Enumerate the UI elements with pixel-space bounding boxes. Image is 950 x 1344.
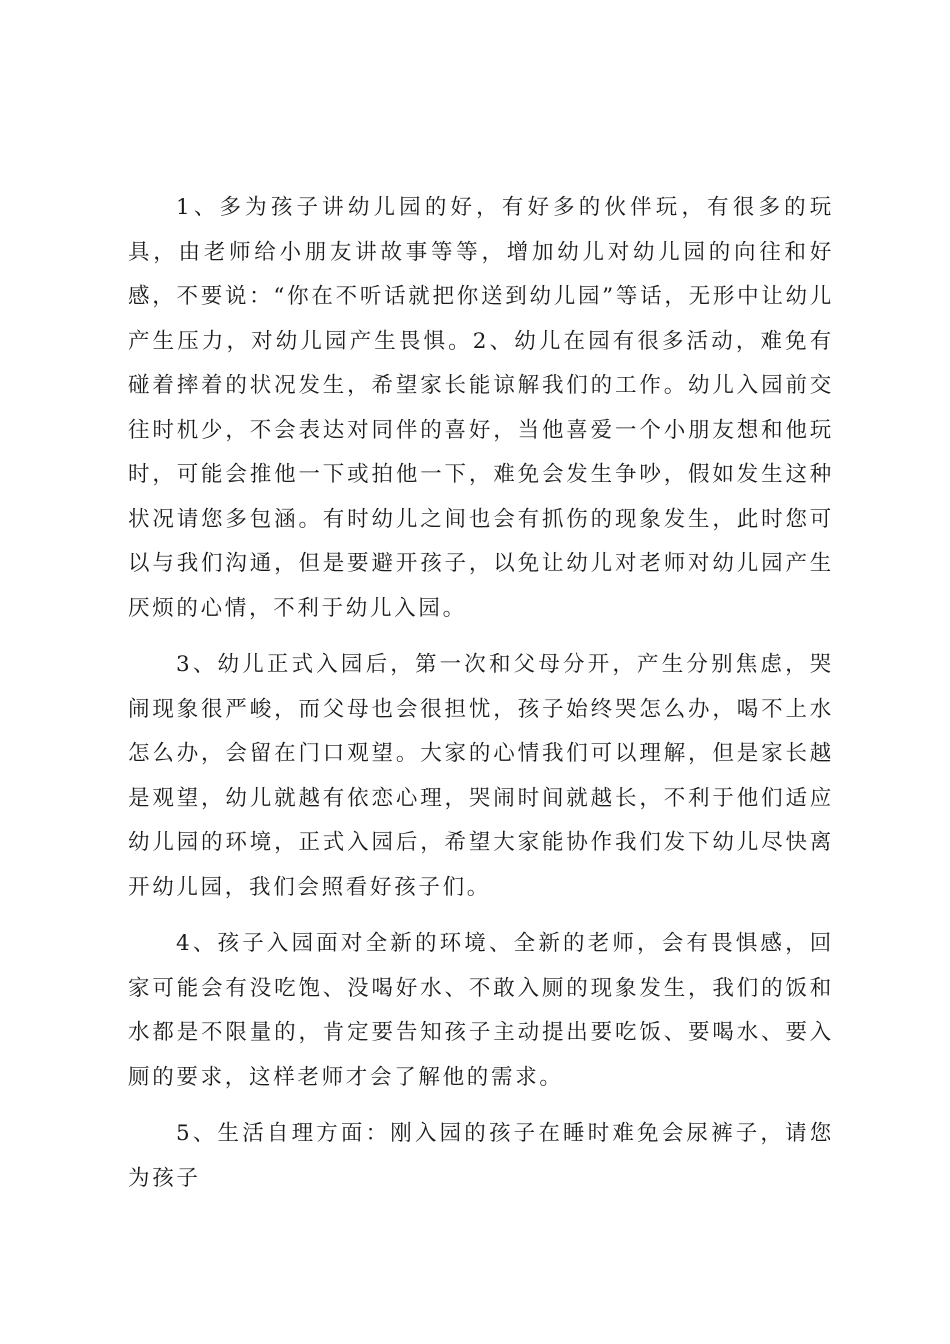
paragraph-5: 5、生活自理方面：刚入园的孩子在睡时难免会尿裤子，请您为孩子	[128, 1121, 834, 1191]
document-body	[128, 186, 834, 1213]
paragraph-1: 1、多为孩子讲幼儿园的好，有好多的伙伴玩，有很多的玩具，由老师给小朋友讲故事等等，增加幼儿对幼儿园的向往和好感，不要说：“你在不听话就把你送到幼儿园”等话，无形中让幼儿产生压力，对幼儿园产生畏惧。2、幼儿在园有很多活动，难免有碰着摔着的状况发生，希望家长能谅解我们的工作。幼儿入园前交往时机少，不会表达对同伴的喜好，当他喜爱一个小朋友想和他玩时，可能会推他一下或拍他一下，难免会发生争吵，假如发生这种状况请您多包涵。有时幼儿之间也会有抓伤的现象发生，此时您可以与我们沟通，但是要避开孩子，以免让幼儿对老师对幼儿园产生厌烦的心情，不利于幼儿入园。	[128, 195, 834, 621]
paragraph-4: 4、孩子入园面对全新的环境、全新的老师，会有畏惧感，回家可能会有没吃饱、没喝好水、不敢入厕的现象发生，我们的饭和水都是不限量的，肯定要告知孩子主动提出要吃饭、要喝水、要入厕的要求，这样老师才会了解他的需求。	[128, 931, 834, 1090]
paragraph-3: 3、幼儿正式入园后，第一次和父母分开，产生分别焦虑，哭闹现象很严峻，而父母也会很担忧，孩子始终哭怎么办，喝不上水怎么办，会留在门口观望。大家的心情我们可以理解，但是家长越是观望，幼儿就越有依恋心理，哭闹时间就越长，不利于他们适应幼儿园的环境，正式入园后，希望大家能协作我们发下幼儿尽快离开幼儿园，我们会照看好孩子们。	[128, 652, 834, 900]
